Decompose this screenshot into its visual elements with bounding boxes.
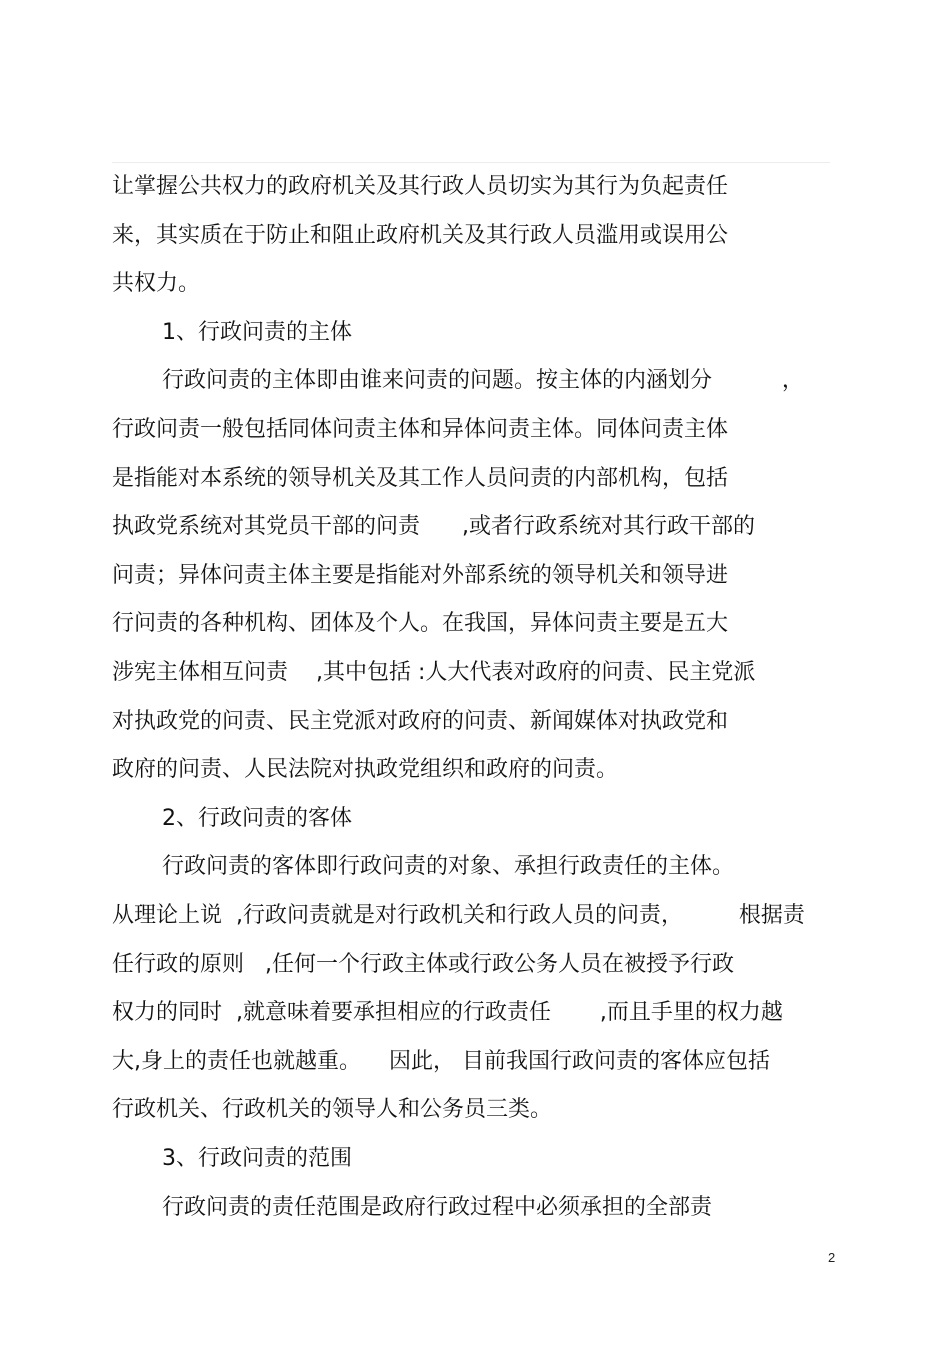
section-heading: 3、行政问责的范围 bbox=[162, 1146, 352, 1171]
section-heading: 2、行政问责的客体 bbox=[162, 806, 352, 831]
text-line: 执政党系统对其党员干部的问责 ,或者行政系统对其行政干部的 bbox=[112, 514, 755, 539]
text-line: 政府的问责、人民法院对执政党组织和政府的问责。 bbox=[112, 757, 619, 782]
text-line: 从理论上说 ,行政问责就是对行政机关和行政人员的问责， 根据责 bbox=[112, 903, 805, 928]
text-line: 涉宪主体相互问责 ,其中包括 :人大代表对政府的问责、民主党派 bbox=[112, 660, 756, 685]
text-line: 来，其实质在于防止和阻止政府机关及其行政人员滥用或误用公 bbox=[112, 223, 729, 248]
text-line: 共权力。 bbox=[112, 271, 201, 296]
text-line: 让掌握公共权力的政府机关及其行政人员切实为其行为负起责任 bbox=[112, 174, 729, 199]
text-line: 是指能对本系统的领导机关及其工作人员问责的内部机构，包括 bbox=[112, 466, 729, 491]
text-line: 任行政的原则 ,任何一个行政主体或行政公务人员在被授予行政 bbox=[112, 952, 734, 977]
text-line: 对执政党的问责、民主党派对政府的问责、新闻媒体对执政党和 bbox=[112, 709, 729, 734]
text-line: 行政问责的客体即行政问责的对象、承担行政责任的主体。 bbox=[162, 854, 735, 879]
section-heading: 1、行政问责的主体 bbox=[162, 320, 352, 345]
header-rule bbox=[112, 162, 830, 163]
text-line: 行政机关、行政机关的领导人和公务员三类。 bbox=[112, 1097, 553, 1122]
text-line: 行政问责的责任范围是政府行政过程中必须承担的全部责 bbox=[162, 1195, 713, 1220]
text-line: 大,身上的责任也就越重。 因此， 目前我国行政问责的客体应包括 bbox=[112, 1049, 770, 1074]
text-line: 行问责的各种机构、团体及个人。在我国，异体问责主要是五大 bbox=[112, 611, 729, 636]
text-line: 行政问责一般包括同体问责主体和异体问责主体。同体问责主体 bbox=[112, 417, 729, 442]
page-number: 2 bbox=[828, 1250, 836, 1265]
text-line: 问责；异体问责主体主要是指能对外部系统的领导机关和领导进 bbox=[112, 563, 729, 588]
text-line: 权力的同时 ,就意味着要承担相应的行政责任 ,而且手里的权力越 bbox=[112, 1000, 783, 1025]
text-line: 行政问责的主体即由谁来问责的问题。按主体的内涵划分 ， bbox=[162, 368, 804, 393]
